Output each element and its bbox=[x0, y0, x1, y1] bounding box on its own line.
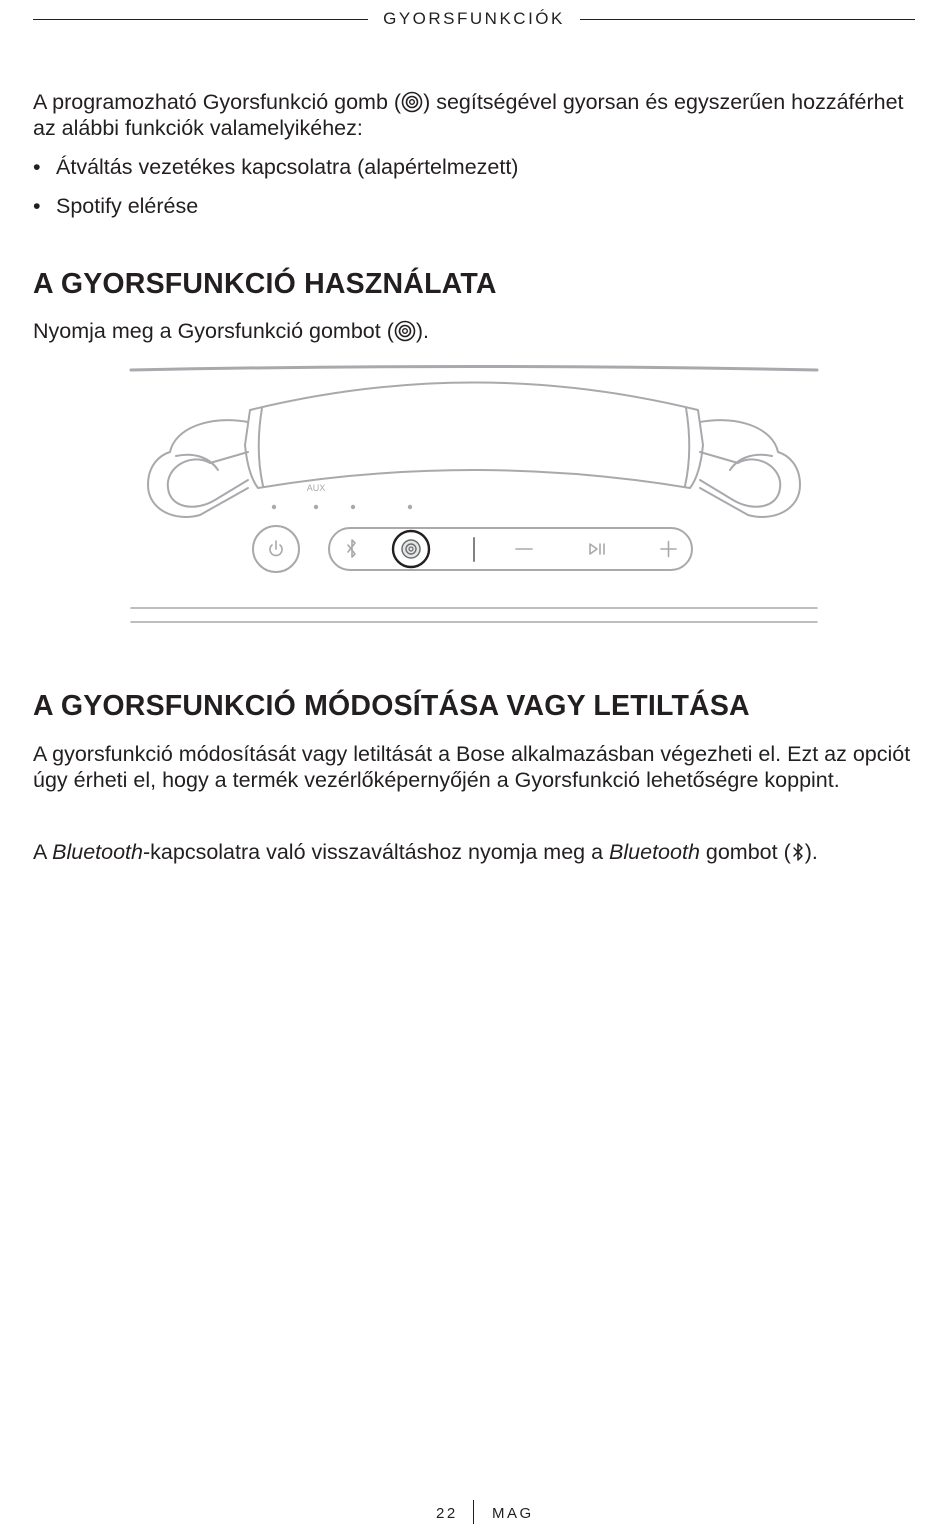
shortcut-icon bbox=[401, 91, 423, 113]
product-name: MAG bbox=[492, 1505, 534, 1522]
page-number: 22 bbox=[436, 1505, 458, 1522]
header-rule-left bbox=[33, 19, 368, 20]
control-bar bbox=[329, 528, 692, 570]
intro-text-after: ) segítségével gyorsan és egyszerűen hozzáférhet az alábbi funkciók valamelyikéhez: bbox=[33, 90, 904, 140]
use-text-before: Nyomja meg a Gyorsfunkció gombot ( bbox=[33, 319, 394, 343]
use-text-after: ). bbox=[415, 319, 430, 343]
status-lights bbox=[272, 505, 412, 509]
bluetooth-icon bbox=[791, 841, 805, 863]
header-rule-right bbox=[580, 19, 915, 20]
page-header bbox=[33, 8, 915, 30]
shortcut-button-highlight bbox=[393, 531, 429, 567]
play-pause-icon bbox=[590, 544, 604, 554]
aux-label: AUX bbox=[306, 483, 326, 493]
intro-text-before: A programozható Gyorsfunkció gomb ( bbox=[33, 90, 402, 114]
bullet-mark: • bbox=[33, 155, 41, 179]
intro-paragraph bbox=[33, 89, 913, 141]
section-heading-modify: A GYORSFUNKCIÓ MÓDOSÍTÁSA VAGY LETILTÁSA bbox=[33, 690, 750, 722]
volume-up-icon bbox=[661, 542, 676, 557]
use-paragraph bbox=[33, 318, 913, 344]
header-title: GYORSFUNKCIÓK bbox=[383, 9, 565, 28]
page-footer bbox=[0, 1500, 950, 1528]
power-icon bbox=[270, 541, 282, 555]
bluetooth-term: Bluetooth bbox=[609, 840, 700, 864]
bullet-text: Spotify elérése bbox=[56, 194, 199, 218]
bluetooth-term: Bluetooth bbox=[52, 840, 143, 864]
handle-loop-right bbox=[700, 420, 800, 517]
section-heading-use: A GYORSFUNKCIÓ HASZNÁLATA bbox=[33, 268, 497, 300]
footer-separator bbox=[473, 1500, 474, 1524]
handle-loop-left bbox=[148, 420, 248, 517]
bullet-text: Átváltás vezetékes kapcsolatra (alapértelmezett) bbox=[56, 155, 519, 179]
speaker-top-edge bbox=[131, 367, 817, 371]
bluetooth-paragraph: A Bluetooth-kapcsolatra való visszaváltáshoz nyomja meg a Bluetooth gombot ( ). bbox=[33, 840, 818, 864]
bullet-mark: • bbox=[33, 194, 41, 218]
speaker-handle bbox=[245, 383, 703, 489]
shortcut-icon bbox=[394, 320, 416, 342]
modify-paragraph: A gyorsfunkció módosítását vagy letiltását a Bose alkalmazásban végezheti el. Ezt az opciót úgy érheti el, hogy a termék vezérlőképernyőjén a Gyorsfunkció lehetőségre koppint. bbox=[33, 742, 911, 792]
bluetooth-icon bbox=[348, 540, 355, 557]
speaker-top-illustration bbox=[0, 360, 950, 630]
